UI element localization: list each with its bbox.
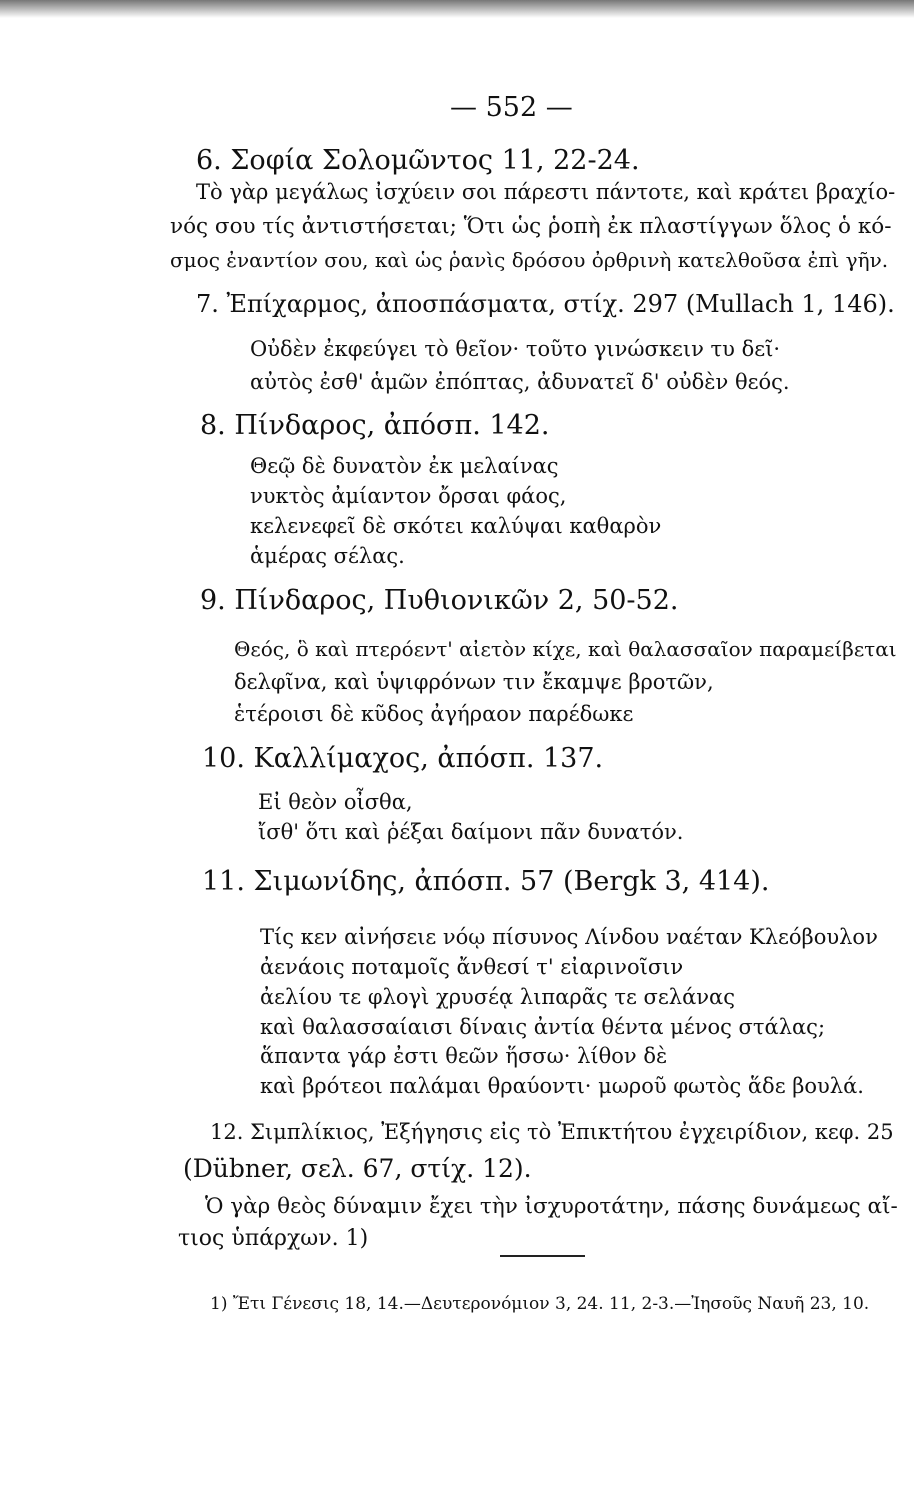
prose-line: νός σου τίς ἀντιστήσεται; Ὅτι ὡς ῥοπὴ ἐκ πλαστίγγων ὅλος ὁ κό- bbox=[170, 214, 892, 239]
footnote-rule bbox=[500, 1255, 585, 1257]
section-heading-6: 6. Σοφία Σολομῶντος 11, 22-24. bbox=[196, 145, 640, 176]
verse-line: Εἰ θεὸν οἶσθα, bbox=[258, 790, 413, 814]
section-heading-9: 9. Πίνδαρος, Πυθιονικῶν 2, 50-52. bbox=[200, 585, 679, 616]
verse-line: Θεός, ὃ καὶ πτερόεντ' αἰετὸν κίχε, καὶ θαλασσαῖον παραμείβεται bbox=[234, 637, 897, 661]
prose-line: Τὸ γὰρ μεγάλως ἰσχύειν σοι πάρεστι πάντοτε, καὶ κράτει βραχίο- bbox=[196, 180, 896, 204]
verse-line: ἅπαντα γάρ ἐστι θεῶν ἥσσω· λίθον δὲ bbox=[260, 1044, 668, 1068]
verse-line: Θεῷ δὲ δυνατὸν ἐκ μελαίνας bbox=[250, 454, 559, 478]
verse-line: ἑτέροισι δὲ κῦδος ἀγήραον παρέδωκε bbox=[234, 702, 634, 726]
section-heading-8: 8. Πίνδαρος, ἀπόσπ. 142. bbox=[200, 410, 550, 441]
verse-line: Τίς κεν αἰνήσειε νόῳ πίσυνος Λίνδου ναέταν Κλεόβουλον bbox=[260, 925, 878, 949]
section-heading-11: 11. Σιμωνίδης, ἀπόσπ. 57 (Bergk 3, 414). bbox=[202, 866, 770, 897]
verse-line: νυκτὸς ἀμίαντον ὄρσαι φάος, bbox=[250, 484, 567, 508]
verse-line: αὐτὸς ἐσθ' ἁμῶν ἐπόπτας, ἀδυνατεῖ δ' οὐδὲν θεός. bbox=[250, 370, 790, 394]
prose-line: Ὁ γὰρ θεὸς δύναμιν ἔχει τὴν ἰσχυροτάτην, πάσης δυνάμεως αἴ- bbox=[205, 1194, 898, 1219]
section-heading-12: 12. Σιμπλίκιος, Ἐξήγησις εἰς τὸ Ἐπικτήτου ἐγχειρίδιον, κεφ. 25 bbox=[210, 1120, 894, 1144]
verse-line: καὶ βρότεοι παλάμαι θραύοντι· μωροῦ φωτὸς ἅδε βουλά. bbox=[260, 1074, 864, 1098]
prose-line: σμος ἐναντίον σου, καὶ ὡς ῥανὶς δρόσου ὀρθρινὴ κατελθοῦσα ἐπὶ γῆν. bbox=[170, 248, 889, 272]
verse-line: καὶ θαλασσαίαισι δίναις ἀντία θέντα μένος στάλας; bbox=[260, 1015, 826, 1039]
section-heading-12-continued: (Dübner, σελ. 67, στίχ. 12). bbox=[183, 1154, 532, 1183]
section-heading-7: 7. Ἐπίχαρμος, ἀποσπάσματα, στίχ. 297 (Mullach 1, 146). bbox=[196, 290, 895, 318]
verse-line: κελενεφεῖ δὲ σκότει καλύψαι καθαρὸν bbox=[250, 514, 662, 538]
verse-line: Οὐδὲν ἐκφεύγει τὸ θεῖον· τοῦτο γινώσκειν τυ δεῖ· bbox=[250, 337, 781, 361]
verse-line: ἁμέρας σέλας. bbox=[250, 544, 405, 568]
page-number: — 552 — bbox=[450, 92, 573, 123]
verse-line: ἀελίου τε φλογὶ χρυσέᾳ λιπαρᾶς τε σελάνας bbox=[260, 985, 735, 1009]
section-heading-10: 10. Καλλίμαχος, ἀπόσπ. 137. bbox=[202, 743, 604, 774]
verse-line: δελφῖνα, καὶ ὑψιφρόνων τιν ἔκαμψε βροτῶν, bbox=[234, 670, 714, 694]
prose-line: τιος ὑπάρχων. 1) bbox=[178, 1226, 369, 1251]
footnote: 1) Ἔτι Γένεσις 18, 14.—Δευτερονόμιον 3, 24. 11, 2-3.—Ἰησοῦς Ναυῆ 23, 10. bbox=[210, 1294, 870, 1314]
verse-line: ἴσθ' ὅτι καὶ ῥέξαι δαίμονι πᾶν δυνατόν. bbox=[258, 820, 684, 844]
verse-line: ἀενάοις ποταμοῖς ἄνθεσί τ' εἰαρινοῖσιν bbox=[260, 955, 684, 979]
